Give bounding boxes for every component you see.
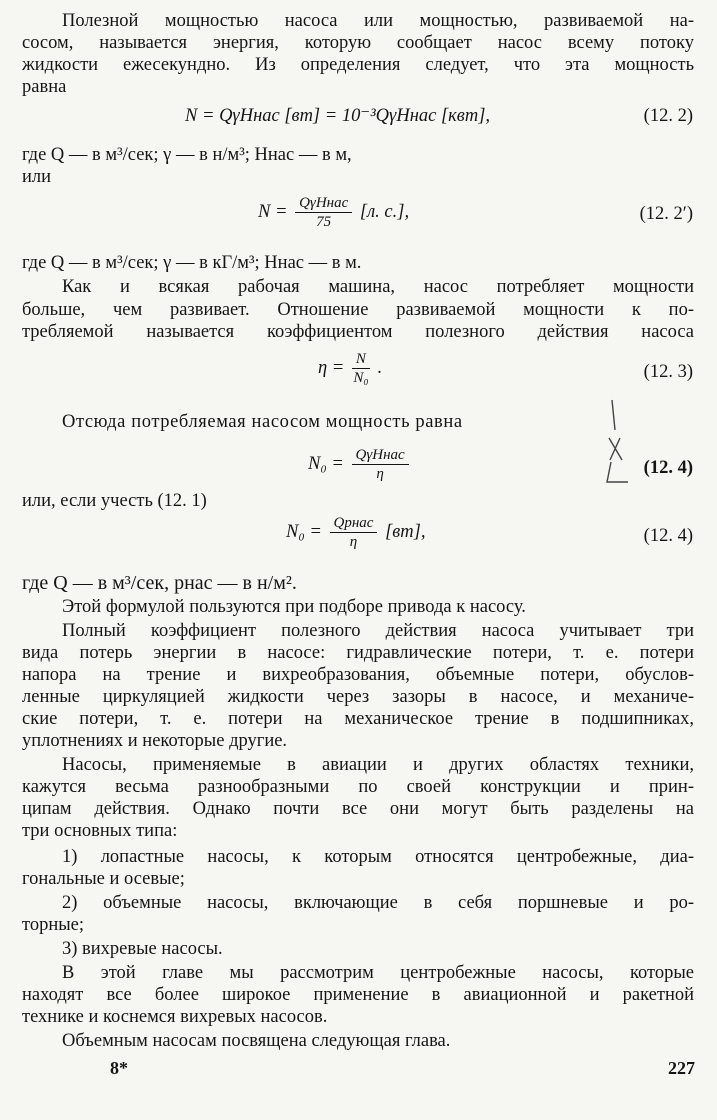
fraction-numerator: Qpнас [330,514,378,533]
text-line: уплотнениях и некоторые другие. [22,731,288,751]
fraction [352,350,370,387]
text-line: или, если учесть (12. 1) [22,491,207,511]
list-item: 2) объемные насосы, включающие в себя поршневые и ро- [62,893,694,913]
formula-12-4 [308,446,412,483]
page-number: 227 [668,1058,695,1078]
text-line: Этой формулой пользуются при подборе привода к насосу. [62,597,526,617]
text-line: равна [22,77,67,97]
text-line: кажутся весьма разнообразными по своей конструкции и прин- [22,777,694,797]
formula-lhs: N₀ = [308,453,344,474]
text-line: напора на трение и вихреобразования, объемные потери, обуслов- [22,665,694,685]
text-line: Полезной мощностью насоса или мощностью, развиваемой на- [62,11,694,31]
text-line: Объемным насосам посвящена следующая глава. [62,1031,451,1051]
equation-number: (12. 3) [643,362,693,382]
handwritten-margin-mark [598,398,638,490]
list-item: гональные и осевые; [22,869,185,889]
text-line: где Q — в м³/сек; γ — в н/м³; Hнас — в м, [22,145,352,165]
formula-12-2: N = QγHнас [вт] = 10⁻³QγHнас [квт], [185,106,491,126]
text-line: технике и коснемся вихревых насосов. [22,1007,328,1027]
text-line: Насосы, применяемые в авиации и других областях техники, [62,755,694,775]
formula-lhs: N = [258,201,288,222]
text-line: три основных типа: [22,821,178,841]
equation-number: (12. 4) [643,458,693,478]
fraction-denominator: 75 [316,214,332,230]
formula-12-4-pressure [286,514,426,551]
formula-unit: [вт], [385,521,426,542]
text-line: сосом, называется энергия, которую сообщает насос всему потоку [22,33,694,53]
text-line: В этой главе мы рассмотрим центробежные насосы, которые [62,963,694,983]
text-line: Отсюда потребляемая насосом мощность равна [62,412,463,432]
text-line: ские потери, т. е. потери на механическое трение в подшипниках, [22,709,694,729]
fraction-denominator: η [349,534,358,550]
text-line: ципам действия. Однако почти все они могут быть разделены на [22,799,694,819]
formula-lhs: N₀ = [286,521,322,542]
fraction [330,514,378,551]
fraction [352,446,409,483]
formula-tail: . [377,357,383,378]
fraction-numerator: N [352,350,370,369]
list-item: 1) лопастные насосы, к которым относятся центробежные, диа- [62,847,694,867]
signature-mark: 8* [110,1058,128,1078]
text-line: требляемой называется коэффициентом полезного действия насоса [22,322,694,342]
fraction-denominator: η [376,466,384,482]
formula-12-3 [318,350,382,387]
equation-number: (12. 2) [643,106,693,126]
text-line: Полный коэффициент полезного действия насоса учитывает три [62,621,694,641]
text-line: где Q — в м³/сек, pнас — в н/м². [22,572,297,594]
text-line: вида потерь энергии в насосе: гидравлические потери, т. е. потери [22,643,694,663]
formula-unit: [л. с.], [359,201,410,222]
equation-number: (12. 4) [643,526,693,546]
text-line: или [22,167,52,187]
formula-12-2-prime [258,194,409,231]
fraction [295,194,352,231]
text-line: Как и всякая рабочая машина, насос потребляет мощности [62,277,694,297]
fraction-denominator: N₀ [353,370,369,386]
equation-number: (12. 2′) [639,204,693,224]
formula-lhs: η = [318,357,345,378]
list-item: торные; [22,915,85,935]
fraction-numerator: QγHнас [295,194,352,213]
list-item: 3) вихревые насосы. [62,939,223,959]
text-line: ленные циркуляцией жидкости через зазоры в насосе, и механиче- [22,687,694,707]
fraction-numerator: QγHнас [352,446,409,465]
text-line: жидкости ежесекундно. Из определения следует, что эта мощность [22,55,694,75]
text-line: находят все более широкое применение в авиационной и ракетной [22,985,694,1005]
text-line: больше, чем развивает. Отношение развиваемой мощности к по- [22,300,694,320]
text-line: где Q — в м³/сек; γ — в кГ/м³; Hнас — в м. [22,253,362,273]
